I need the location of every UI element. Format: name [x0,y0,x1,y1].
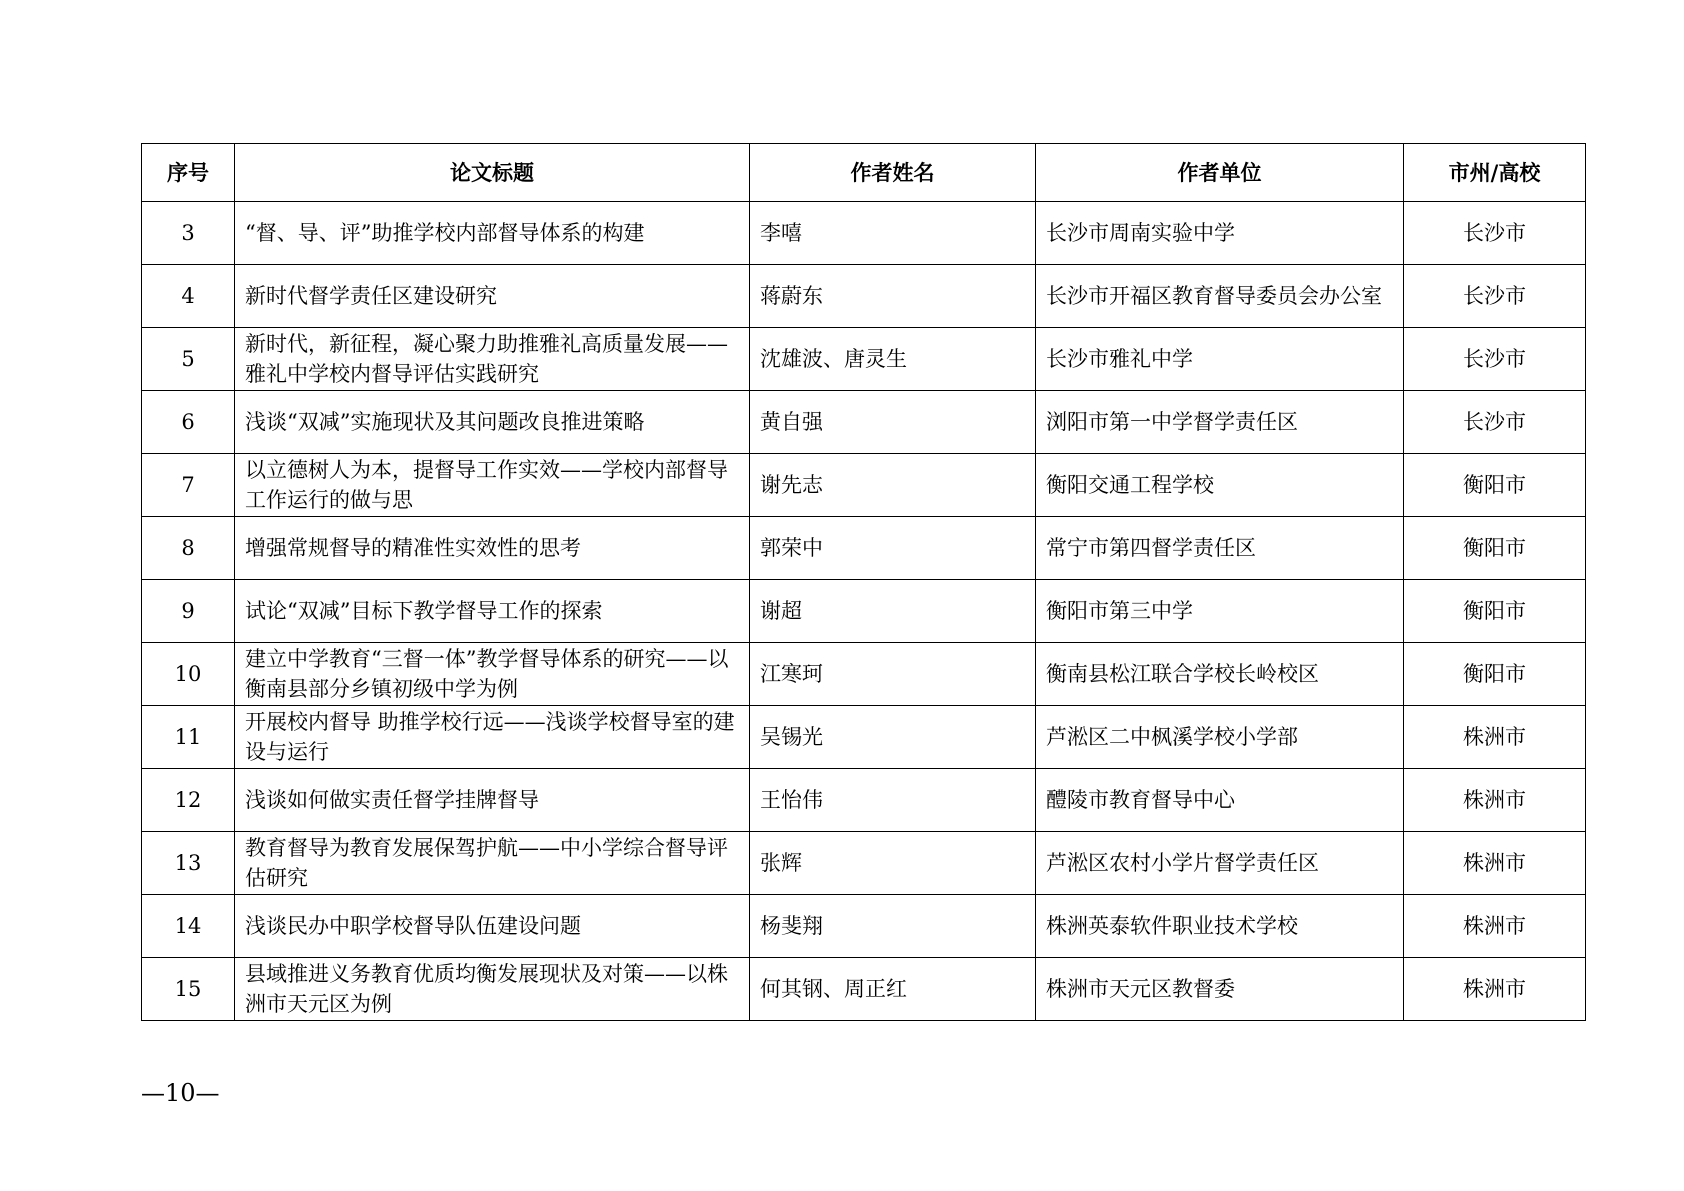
cell-unit: 芦淞区农村小学片督学责任区 [1036,832,1404,895]
table-row [142,454,1586,517]
cell-unit: 衡阳交通工程学校 [1036,454,1404,517]
cell-city: 衡阳市 [1404,517,1586,580]
header-no: 序号 [142,144,235,202]
cell-author: 杨斐翔 [750,895,1036,958]
header-row [142,144,1586,202]
cell-title: “督、导、评”助推学校内部督导体系的构建 [235,202,750,265]
table-row [142,769,1586,832]
cell-no: 14 [142,895,235,958]
cell-author: 江寒珂 [750,643,1036,706]
cell-author: 郭荣中 [750,517,1036,580]
cell-no: 12 [142,769,235,832]
cell-city: 株洲市 [1404,895,1586,958]
cell-city: 衡阳市 [1404,643,1586,706]
table-row [142,643,1586,706]
table-row [142,832,1586,895]
table-row [142,202,1586,265]
cell-title: 增强常规督导的精准性实效性的思考 [235,517,750,580]
cell-title: 浅谈民办中职学校督导队伍建设问题 [235,895,750,958]
cell-city: 长沙市 [1404,202,1586,265]
cell-title: 以立德树人为本，提督导工作实效——学校内部督导工作运行的做与思 [235,454,750,517]
header-title: 论文标题 [235,144,750,202]
cell-unit: 醴陵市教育督导中心 [1036,769,1404,832]
cell-city: 株洲市 [1404,832,1586,895]
table-row [142,265,1586,328]
cell-city: 株洲市 [1404,958,1586,1021]
cell-no: 7 [142,454,235,517]
cell-no: 11 [142,706,235,769]
cell-city: 长沙市 [1404,265,1586,328]
table-row [142,958,1586,1021]
header-author: 作者姓名 [750,144,1036,202]
cell-title: 建立中学教育“三督一体”教学督导体系的研究——以衡南县部分乡镇初级中学为例 [235,643,750,706]
cell-unit: 长沙市雅礼中学 [1036,328,1404,391]
cell-author: 张辉 [750,832,1036,895]
table-body [142,202,1586,1021]
cell-city: 株洲市 [1404,769,1586,832]
cell-no: 10 [142,643,235,706]
cell-author: 谢超 [750,580,1036,643]
cell-unit: 株洲市天元区教督委 [1036,958,1404,1021]
cell-author: 黄自强 [750,391,1036,454]
cell-author: 沈雄波、唐灵生 [750,328,1036,391]
cell-unit: 株洲英泰软件职业技术学校 [1036,895,1404,958]
cell-author: 蒋蔚东 [750,265,1036,328]
cell-city: 长沙市 [1404,328,1586,391]
cell-unit: 浏阳市第一中学督学责任区 [1036,391,1404,454]
cell-no: 13 [142,832,235,895]
cell-no: 3 [142,202,235,265]
cell-city: 衡阳市 [1404,580,1586,643]
table-header [142,144,1586,202]
cell-no: 5 [142,328,235,391]
cell-city: 株洲市 [1404,706,1586,769]
cell-title: 浅谈如何做实责任督学挂牌督导 [235,769,750,832]
paper-list-table [141,143,1586,1021]
cell-no: 9 [142,580,235,643]
cell-author: 王怡伟 [750,769,1036,832]
cell-city: 长沙市 [1404,391,1586,454]
cell-title: 新时代，新征程，凝心聚力助推雅礼高质量发展——雅礼中学校内督导评估实践研究 [235,328,750,391]
cell-unit: 芦淞区二中枫溪学校小学部 [1036,706,1404,769]
cell-unit: 长沙市开福区教育督导委员会办公室 [1036,265,1404,328]
cell-no: 4 [142,265,235,328]
cell-title: 浅谈“双减”实施现状及其问题改良推进策略 [235,391,750,454]
table-row [142,706,1586,769]
cell-author: 吴锡光 [750,706,1036,769]
page-number: —10— [141,1079,220,1107]
header-unit: 作者单位 [1036,144,1404,202]
table-row [142,580,1586,643]
cell-no: 15 [142,958,235,1021]
cell-title: 新时代督学责任区建设研究 [235,265,750,328]
cell-title: 教育督导为教育发展保驾护航——中小学综合督导评估研究 [235,832,750,895]
cell-author: 何其钢、周正红 [750,958,1036,1021]
cell-unit: 长沙市周南实验中学 [1036,202,1404,265]
table-row [142,391,1586,454]
cell-city: 衡阳市 [1404,454,1586,517]
table-row [142,517,1586,580]
cell-title: 开展校内督导 助推学校行远——浅谈学校督导室的建设与运行 [235,706,750,769]
cell-unit: 常宁市第四督学责任区 [1036,517,1404,580]
cell-author: 李嘻 [750,202,1036,265]
cell-title: 县域推进义务教育优质均衡发展现状及对策——以株洲市天元区为例 [235,958,750,1021]
cell-title: 试论“双减”目标下教学督导工作的探索 [235,580,750,643]
header-city: 市州/高校 [1404,144,1586,202]
cell-unit: 衡南县松江联合学校长岭校区 [1036,643,1404,706]
cell-author: 谢先志 [750,454,1036,517]
cell-no: 8 [142,517,235,580]
cell-unit: 衡阳市第三中学 [1036,580,1404,643]
cell-no: 6 [142,391,235,454]
table-row [142,895,1586,958]
table-row [142,328,1586,391]
